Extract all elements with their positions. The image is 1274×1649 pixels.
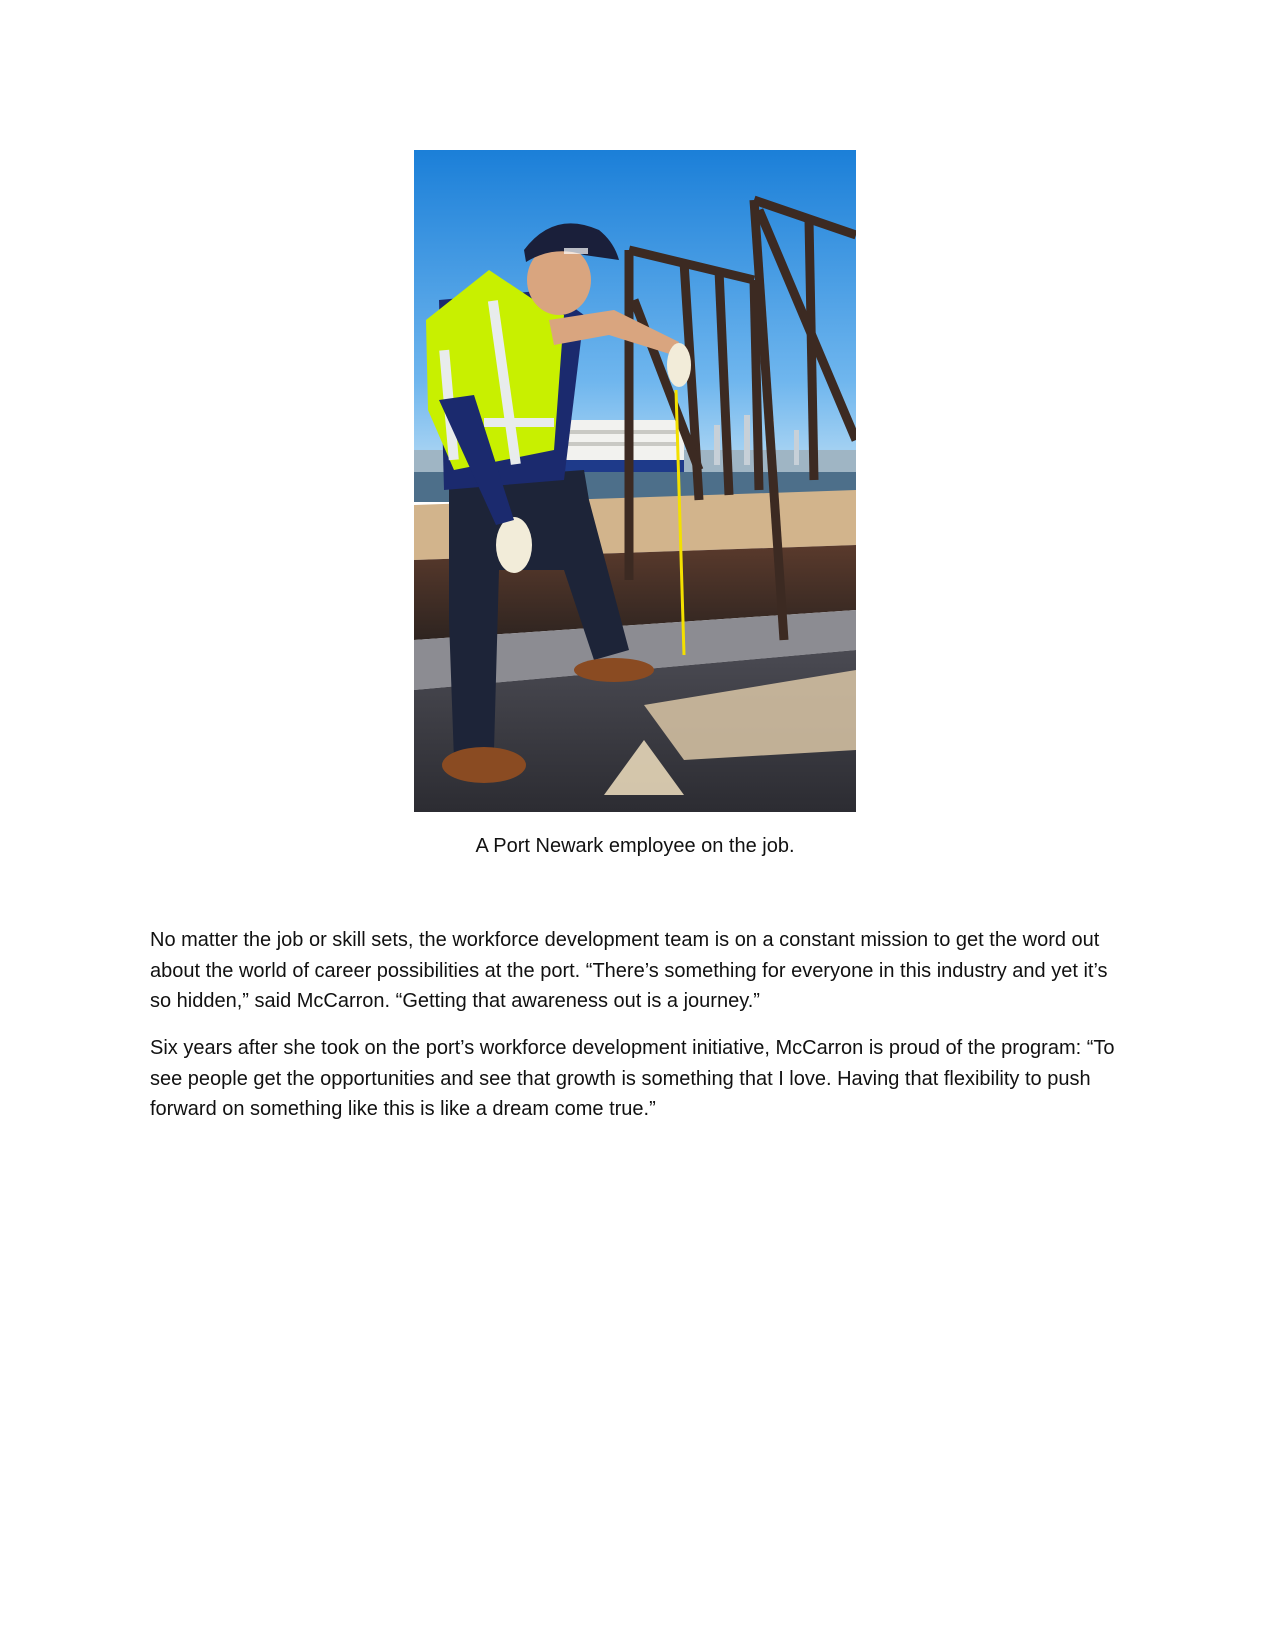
body-paragraph-1: No matter the job or skill sets, the workforce development team is on a constant mission to get the word out about the world of career possibilities at the port. “There’s something for everyone in this industry and yet it’s so hidden,” said McCarron. “Getting that awareness out is a journey.” [150,929,1108,1012]
photo-illustration [414,150,856,812]
figure-caption: A Port Newark employee on the job. [475,835,795,857]
port-newark-employee-photo [414,150,856,812]
worker-boot-right [574,658,654,682]
worker-glove-right [667,343,691,387]
worker-boot-left [442,747,526,783]
body-paragraph-2: Six years after she took on the port’s workforce development initiative, McCarron is proud of the program: “To see people get the opportunities and see that growth is something that I love. Having that flexibility to push forward on something like this is like a dream come true.” [150,1037,1115,1120]
worker-glove-left [496,517,532,573]
